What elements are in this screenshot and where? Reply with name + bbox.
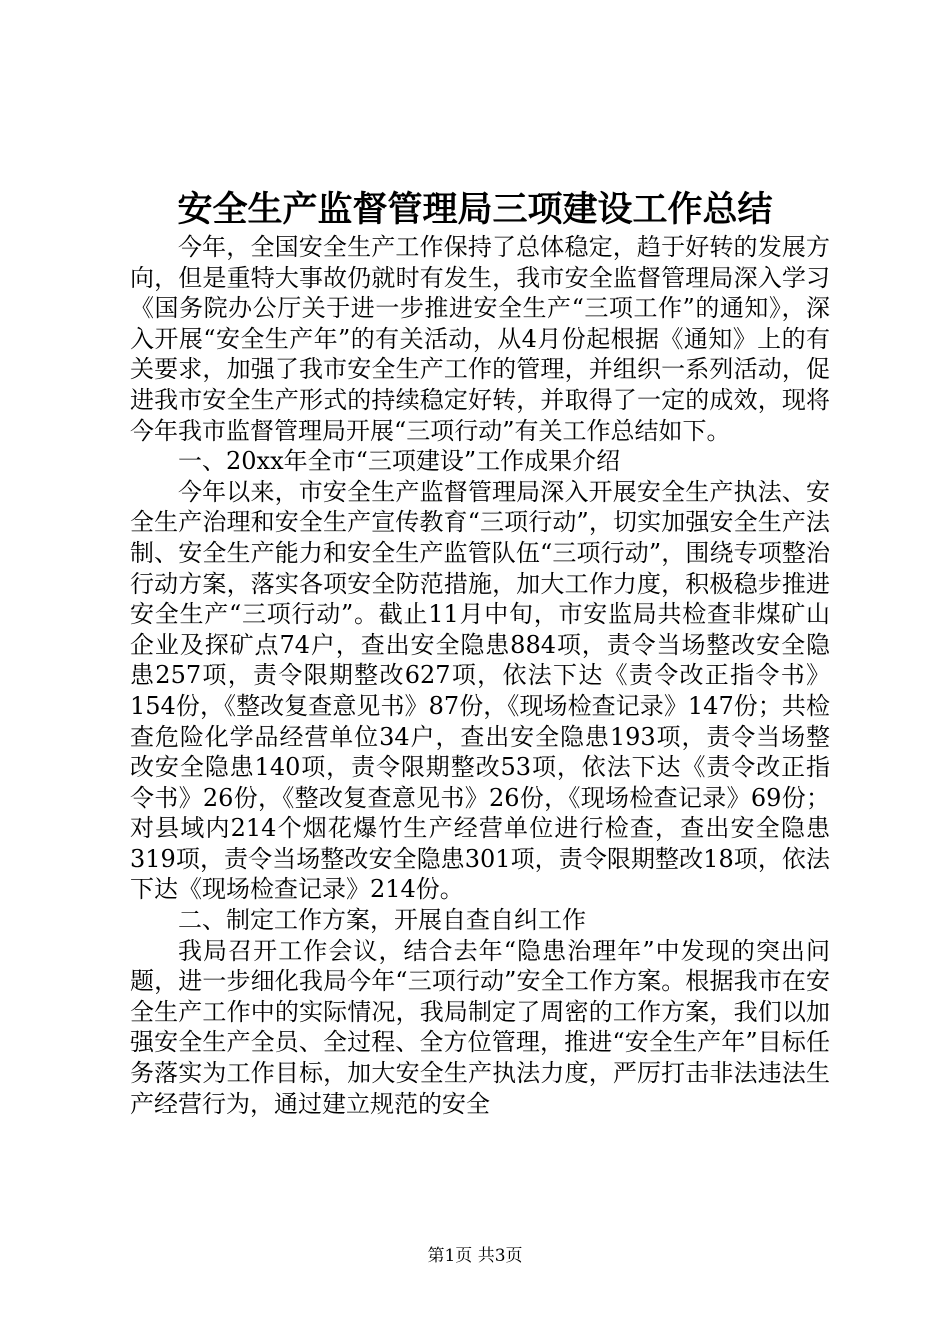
section-heading-1: 一、20xx年全市“三项建设”工作成果介绍 bbox=[178, 447, 621, 476]
paragraph-plan: 我局召开工作会议，结合去年“隐患治理年”中发现的突出问题，进一步细化我局今年“三项行动”安全工作方案。根据我市在安全生产工作中的实际情况，我局制定了周密的工作方案，我们以加强安全生产全员、全过程、全方位管理，推进“安全生产年”目标任务落实为工作目标，加大安全生产执法力度，严厉打击非法违法生产经营行为，通过建立规范的安全 bbox=[130, 936, 830, 1118]
paragraph-intro: 今年，全国安全生产工作保持了总体稳定，趋于好转的发展方向，但是重特大事故仍就时有发生，我市安全监督管理局深入学习《国务院办公厅关于进一步推进安全生产“三项工作”的通知》，深入开展“安全生产年”的有关活动，从4月份起根据《通知》上的有关要求，加强了我市安全生产工作的管理，并组织一系列活动，促进我市安全生产形式的持续稳定好转，并取得了一定的成效，现将今年我市监督管理局开展“三项行动”有关工作总结如下。 bbox=[130, 233, 830, 445]
paragraph-results: 今年以来，市安全生产监督管理局深入开展安全生产执法、安全生产治理和安全生产宣传教育“三项行动”，切实加强安全生产法制、安全生产能力和安全生产监管队伍“三项行动”，围绕专项整治行动方案，落实各项安全防范措施，加大工作力度，积极稳步推进安全生产“三项行动”。截止11月中旬，市安监局共检查非煤矿山企业及探矿点74户，查出安全隐患884项，责令当场整改安全隐患257项，责令限期整改627项，依法下达《责令改正指令书》154份，《整改复查意见书》87份，《现场检查记录》147份；共检查危险化学品经营单位34户，查出安全隐患193项，责令当场整改安全隐患140项，责令限期整改53项，依法下达《责令改正指令书》26份，《整改复查意见书》26份，《现场检查记录》69份；对县域内214个烟花爆竹生产经营单位进行检查，查出安全隐患319项，责令当场整改安全隐患301项，责令限期整改18项，依法下达《现场检查记录》214份。 bbox=[130, 477, 830, 904]
section-heading-2: 二、制定工作方案，开展自查自纠工作 bbox=[178, 906, 586, 935]
page-footer: 第1页 共3页 bbox=[427, 1246, 523, 1266]
document-title: 安全生产监督管理局三项建设工作总结 bbox=[177, 189, 773, 230]
document-body bbox=[130, 232, 830, 1119]
